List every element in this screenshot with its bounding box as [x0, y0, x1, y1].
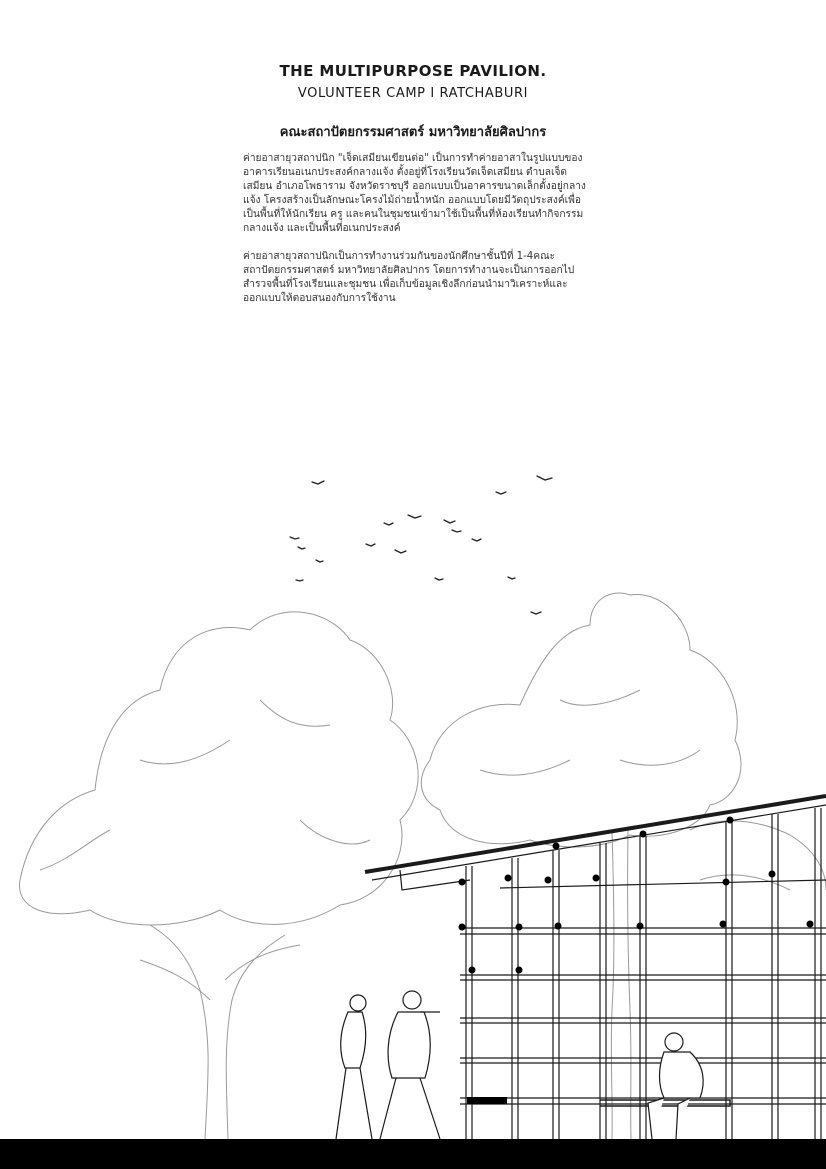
page-subtitle: VOLUNTEER CAMP I RATCHABURI: [297, 86, 529, 101]
description-paragraph-2: ค่ายอาสายุวสถาปนิกเป็นการทำงานร่วมกันของนักศึกษาชั้นปีที่ 1-4คณะสถาปัตยกรรมศาสตร์ มหาวิทยาลัยศิลปากร โดยการทำงานจะเป็นการออกไปสำรวจพื้นที่โรงเรียนและชุมชน เพื่อเก็บข้อมูลเชิงลึกก่อนนำมาวิเคราะห์และออกแบบให้ตอบสนองกับการใช้งาน: [243, 251, 575, 304]
pavilion-structure: [365, 796, 826, 1139]
faculty-heading: คณะสถาปัตยกรรมศาสตร์ มหาวิทยาลัยศิลปากร: [279, 125, 547, 140]
people-figures: [336, 991, 703, 1139]
birds-flock: [290, 476, 552, 614]
page-title: THE MULTIPURPOSE PAVILION.: [279, 62, 547, 80]
description-paragraph-1: ค่ายอาสายุวสถาปนิก "เจ็ดเสมียนเขียนต่อ" เป็นการทำค่ายอาสาในรูปแบบของอาคารเรียนอเนกประสงค์กลางแจ้ง ตั้งอยู่ที่โรงเรียนวัดเจ็ดเสมียน ตำบลเจ็ดเสมียน อำเภอโพธาราม จังหวัดราชบุรี ออกแบบเป็นอาคารขนาดเล็กตั้งอยู่กลางแจ้ง โครงสร้างเป็นลักษณะโครงไม้ถ่ายน้ำหนัก ออกแบบโดยมีวัตถุประสงค์เพื่อเป็นพื้นที่ให้นักเรียน ครู และคนในชุมชนเข้ามาใช้เป็นพื้นที่ห้องเรียนทำกิจกรรมกลางแจ้ง และเป็นพื้นที่อเนกประสงค์: [243, 153, 586, 234]
ground-strip: [0, 1139, 826, 1169]
